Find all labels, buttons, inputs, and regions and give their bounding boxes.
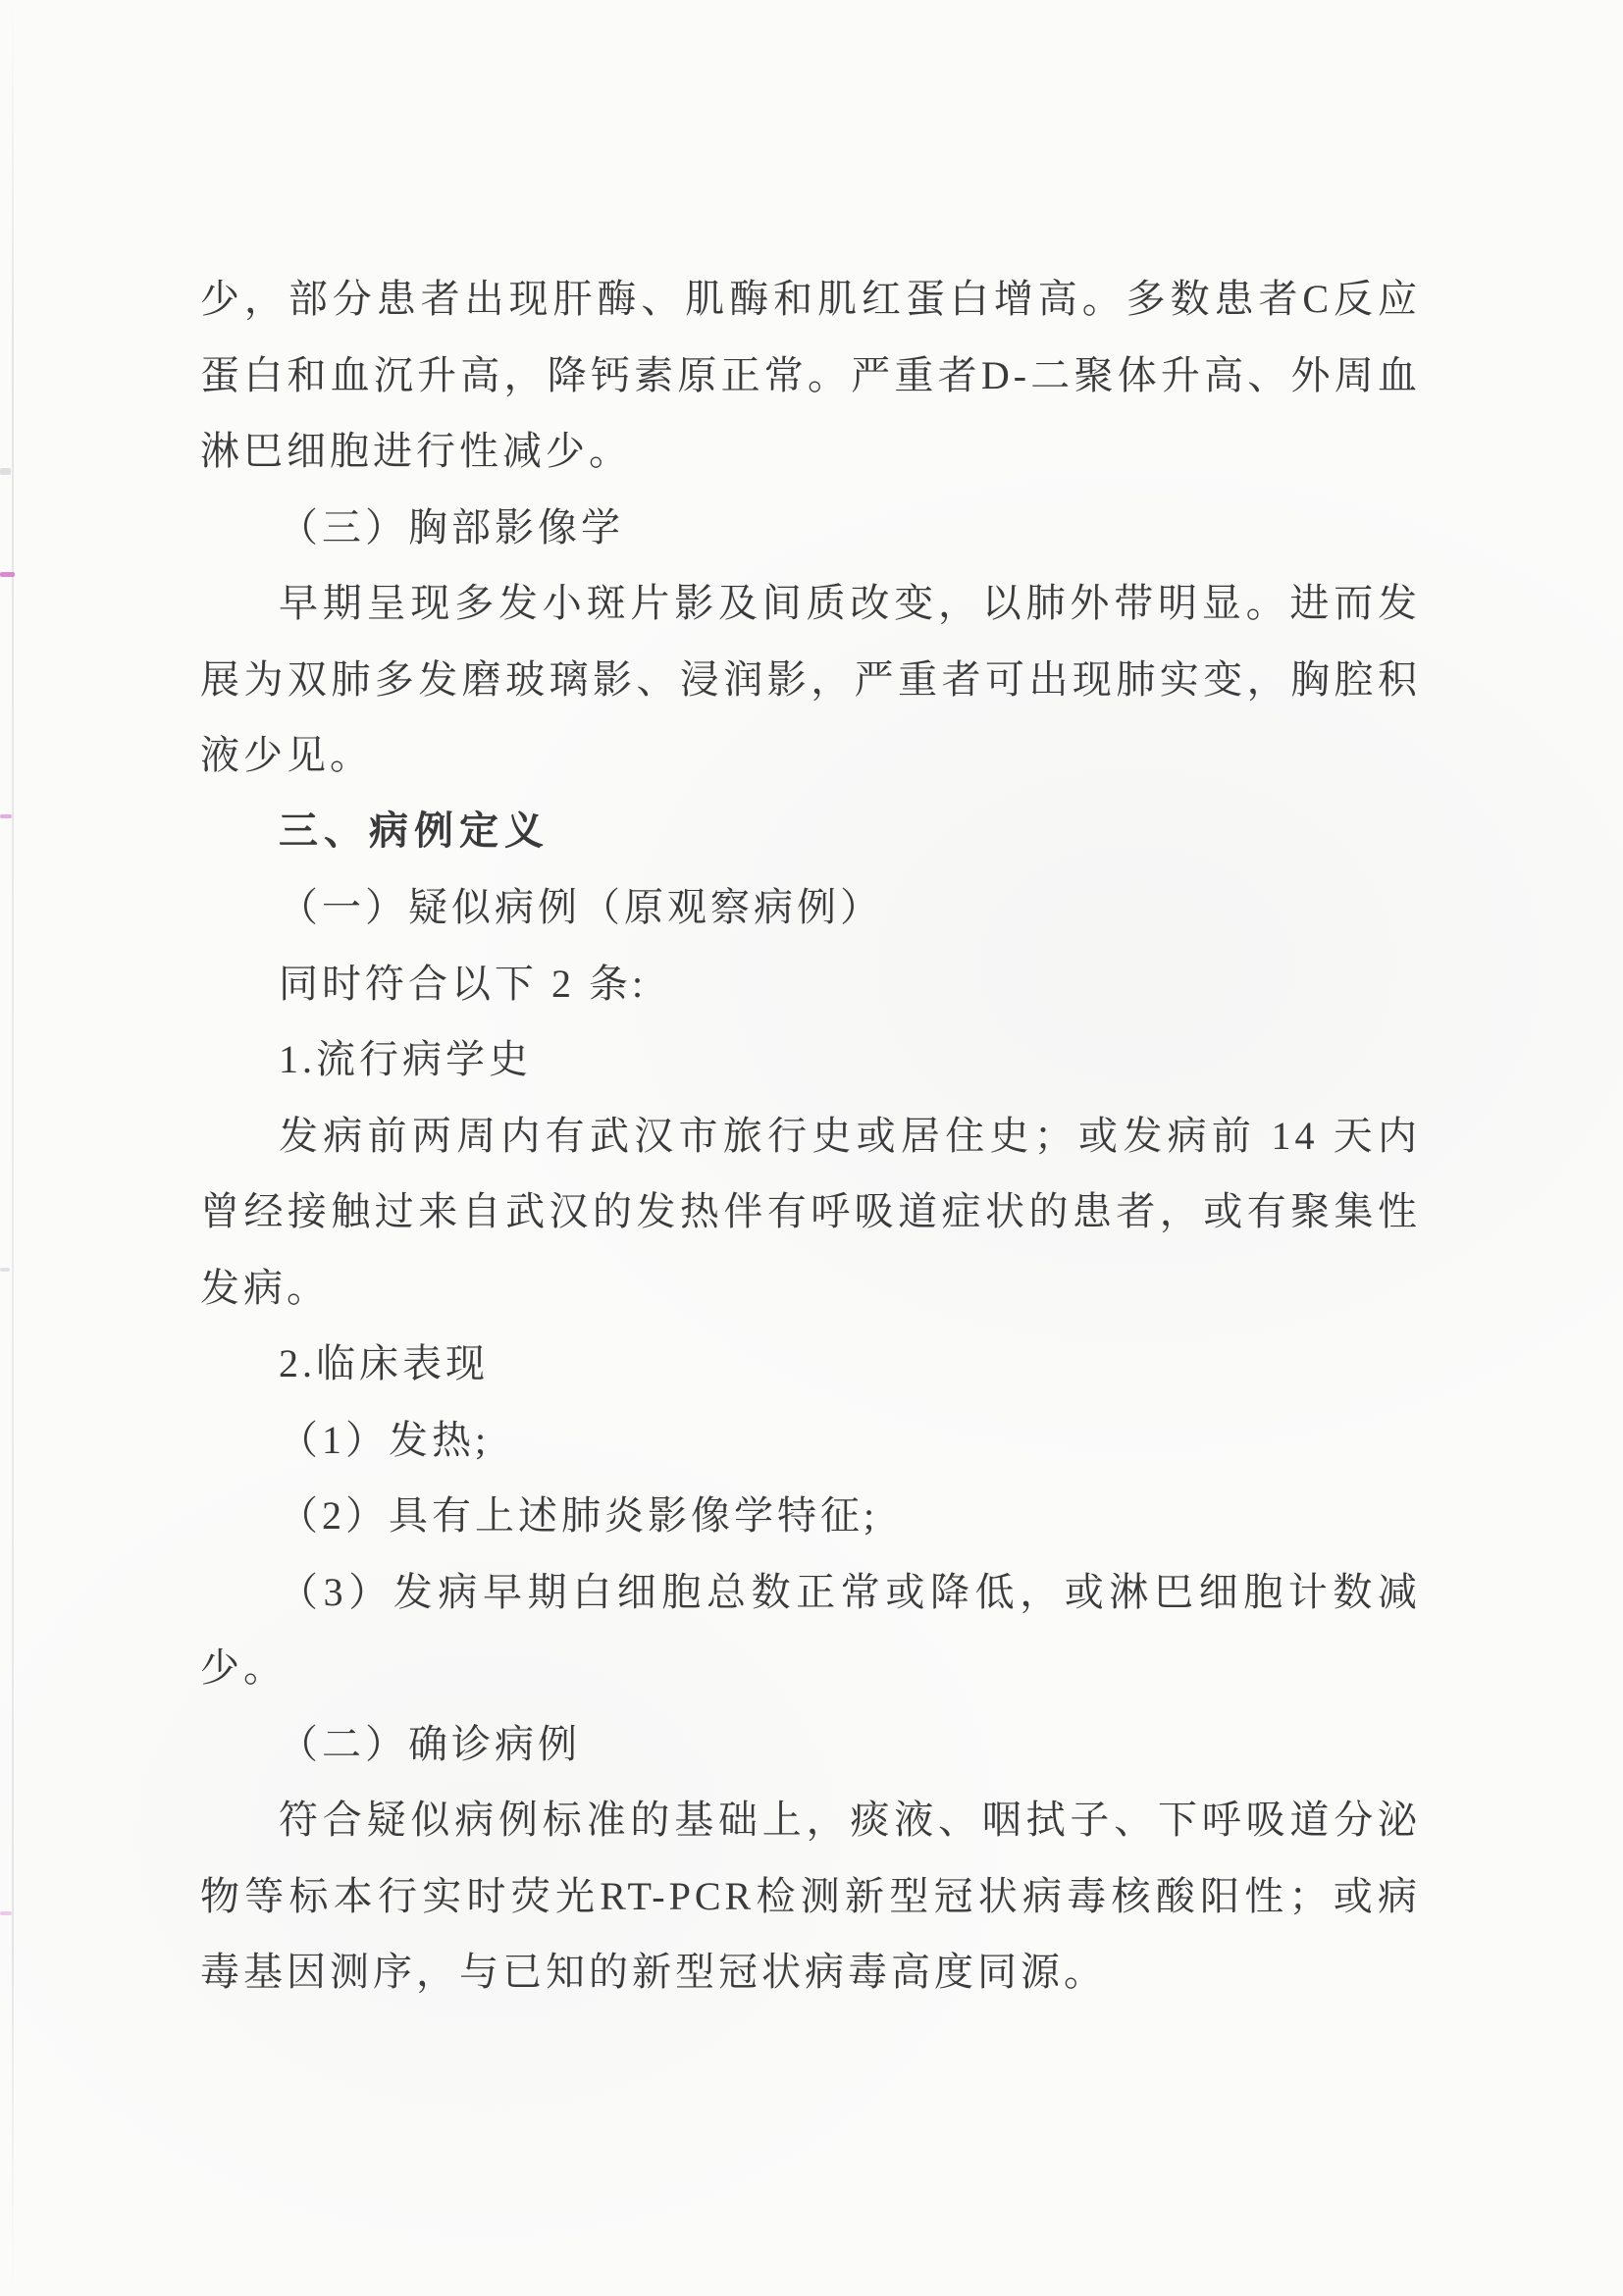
text-block	[200, 261, 1421, 2010]
scan-edge-line	[12, 0, 14, 2296]
scan-mark-pink	[0, 572, 15, 577]
section-heading: 三、病例定义	[279, 809, 550, 853]
clause-heading: 1.流行病学史	[279, 1037, 532, 1081]
paragraph: 少，部分患者出现肝酶、肌酶和肌红蛋白增高。多数患者C反应蛋白和血沉升高，降钙素原正常。严重者D-二聚体升高、外周血淋巴细胞进行性减少。	[200, 277, 1421, 473]
subsection-heading: （三）胸部影像学	[279, 504, 624, 549]
subsection-heading: （二）确诊病例	[279, 1721, 581, 1766]
paragraph: 发病前两周内有武汉市旅行史或居住史；或发病前 14 天内曾经接触过来自武汉的发热伴有呼吸道症状的患者，或有聚集性发病。	[200, 1113, 1421, 1310]
scan-mark-gray	[0, 468, 11, 475]
paragraph: 同时符合以下 2 条:	[279, 961, 648, 1006]
scan-mark-gray	[0, 1268, 10, 1272]
scan-mark-pink	[0, 814, 12, 818]
paragraph: 早期呈现多发小斑片影及间质改变，以肺外带明显。进而发展为双肺多发磨玻璃影、浸润影，严重者可出现肺实变，胸腔积液少见。	[200, 581, 1421, 777]
scan-mark-pink	[0, 1911, 12, 1915]
clause-heading: 2.临床表现	[279, 1341, 489, 1385]
paragraph: （1）发热;	[279, 1417, 491, 1462]
paragraph: （3）发病早期白细胞总数正常或降低，或淋巴细胞计数减少。	[200, 1569, 1421, 1690]
paragraph: 符合疑似病例标准的基础上，痰液、咽拭子、下呼吸道分泌物等标本行实时荧光RT-PCR检测新型冠状病毒核酸阳性；或病毒基因测序，与已知的新型冠状病毒高度同源。	[200, 1798, 1421, 1994]
paragraph: （2）具有上述肺炎影像学特征;	[279, 1493, 879, 1538]
subsection-heading: （一）疑似病例（原观察病例）	[279, 885, 883, 929]
